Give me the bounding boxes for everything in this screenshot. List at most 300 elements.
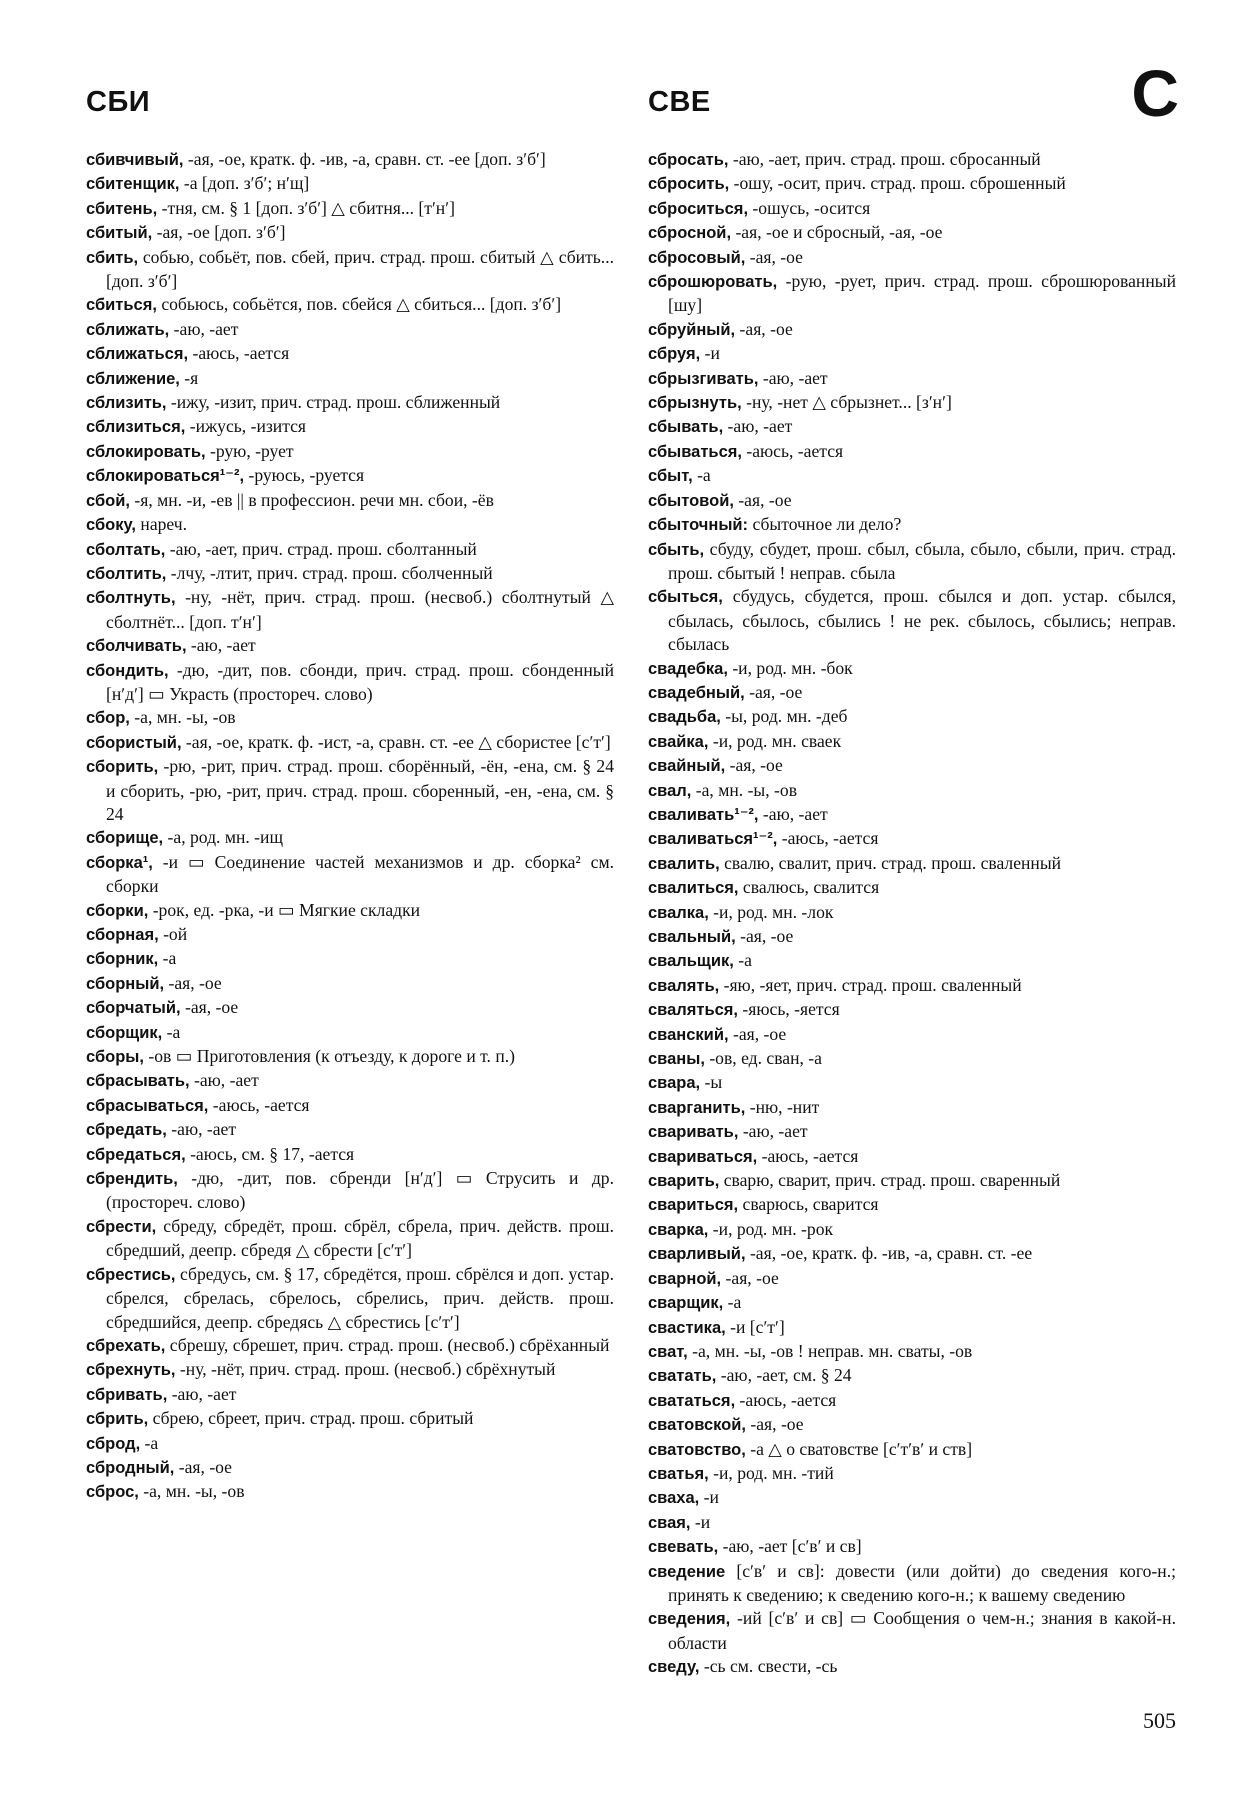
entry-body: -аюсь, см. § 17, -ается [185, 1143, 355, 1164]
entry-body: -дю, -дит, пов. сбренди [нʹдʹ] ▭ Струсить и др. (простореч. слово) [106, 1168, 614, 1213]
dictionary-entry [86, 318, 614, 342]
entry-body: -аю, -ает [738, 1121, 808, 1142]
entry-body: -и, род. мн. -тий [708, 1462, 834, 1483]
headword: сваны, [648, 1050, 705, 1069]
entry-body: -и [сʹтʹ] [725, 1316, 785, 1337]
headword: сборщик, [86, 1023, 163, 1042]
headword: сбрести, [86, 1217, 157, 1236]
dictionary-entry [86, 464, 614, 488]
dictionary-entry [86, 659, 614, 707]
entry-body: -аю, -ает [167, 1383, 237, 1404]
headword: свадебный, [648, 683, 745, 702]
headword: свадебка, [648, 659, 728, 678]
dictionary-entry [648, 464, 1176, 488]
entry-body: свалюсь, свалится [738, 877, 880, 898]
dictionary-entry [648, 440, 1176, 464]
dictionary-entry [648, 1438, 1176, 1462]
entry-body: -аю, -ает [186, 635, 256, 656]
entry-body: -ов ▭ Приготовления (к отъезду, к дороге и т. п.) [143, 1046, 515, 1067]
dictionary-entry [86, 1432, 614, 1456]
dictionary-entry [86, 706, 614, 730]
headword: сблизиться, [86, 418, 186, 437]
dictionary-entry [648, 1193, 1176, 1217]
headword: сбиться, [86, 296, 157, 315]
entry-body: -аюсь, -ается [777, 828, 879, 849]
entry-body: -рю, -рит, прич. страд. прош. сборённый, -ён, -ена, см. § 24 и сборить, -рю, -рит, прич. страд. прош. сборенный, -ен, -ена, см. § 24 [106, 756, 614, 824]
dictionary-entry [648, 925, 1176, 949]
entry-body: -аюсь, -ается [188, 343, 290, 364]
dictionary-entry [648, 318, 1176, 342]
entry-body: -ая, -ое [728, 1023, 787, 1044]
entry-body: -руюсь, -руется [244, 465, 365, 486]
dictionary-entry [648, 998, 1176, 1022]
entry-body: сбрешу, сбрешет, прич. страд. прош. (несвоб.) сбрёханный [165, 1334, 610, 1355]
entry-body: -аю, -ает [723, 416, 793, 437]
dictionary-entry [86, 755, 614, 826]
headword: сбыть, [648, 540, 705, 559]
headword: свастика, [648, 1318, 726, 1337]
entry-body: -аю, -ает [сʹвʹ и св] [718, 1536, 862, 1557]
dictionary-entry [648, 270, 1176, 318]
dictionary-entry [86, 1456, 614, 1480]
headword: сваха, [648, 1489, 700, 1508]
dictionary-entry [86, 367, 614, 391]
entry-body: собьюсь, собьётся, пов. сбейся △ сбиться... [доп. зʹбʹ] [156, 294, 562, 315]
entry-body: -аю, -ает [758, 367, 828, 388]
entry-body: нареч. [136, 514, 188, 535]
headword: сбруйный, [648, 320, 736, 339]
dictionary-entry [648, 513, 1176, 537]
dictionary-entry [648, 949, 1176, 973]
dictionary-entry [648, 705, 1176, 729]
entry-body: [сʹвʹ и св]: довести (или дойти) до сведения кого-н.; принять к сведению; к сведению кого-н.; к вашему сведению [668, 1560, 1176, 1605]
headword: сбористый, [86, 733, 182, 752]
headword: свайка, [648, 732, 709, 751]
dictionary-entry [86, 586, 614, 634]
dictionary-entry [648, 1242, 1176, 1266]
headword: сбивчивый, [86, 151, 184, 169]
entry-body: -а, род. мн. -ищ [163, 827, 284, 848]
dictionary-entry [648, 1389, 1176, 1413]
entry-body: сбредусь, см. § 17, сбредётся, прош. сбрёлся и доп. устар. сбрелся, сбрелась, сбрелось, сбрелись, прич. действ. прош. сбредшийся, деепр. сбредясь △ сбрестись [сʹтʹ] [106, 1263, 614, 1332]
headword: свататься, [648, 1391, 736, 1410]
headword: сват, [648, 1342, 688, 1361]
entry-body: -а [733, 950, 752, 971]
entry-body: сбрею, сбреет, прич. страд. прош. сбритый [148, 1408, 474, 1429]
entry-body: -а [723, 1292, 742, 1313]
dictionary-entry [648, 876, 1176, 900]
headword: сванский, [648, 1025, 729, 1044]
entry-body: -ая, -ое [735, 318, 793, 339]
dictionary-entry [86, 489, 614, 513]
headword: сбросить, [648, 175, 730, 194]
entry-body: -аю, -ает [166, 1119, 237, 1140]
headword: сбитень, [86, 199, 158, 218]
headword: сватовство, [648, 1440, 746, 1459]
dictionary-entry [648, 538, 1176, 586]
headword: сближаться, [86, 345, 189, 364]
headword: сваляться, [648, 1001, 739, 1020]
headword: свальный, [648, 928, 736, 946]
entry-body: -а [162, 1021, 181, 1042]
headword: сбывать, [648, 418, 724, 437]
entry-body: -аюсь, -ается [741, 440, 844, 461]
dictionary-entry [86, 221, 614, 245]
entry-body: -ая, -ое [180, 997, 239, 1018]
headword: свадьба, [648, 708, 721, 727]
headword: сболчивать, [86, 637, 187, 656]
entry-body: -аю, -ает, прич. страд. прош. сболтанный [165, 538, 477, 559]
headword: сбредать, [86, 1121, 167, 1140]
entry-body: -ая, -ое [доп. зʹбʹ] [152, 222, 286, 243]
entry-body: -и, род. мн. -лок [708, 901, 834, 922]
entry-body: -ая, -ое, кратк. ф. -ист, -а, сравн. ст. -ее △ сбористее [сʹтʹ] [181, 731, 611, 752]
entry-body: сбреду, сбредёт, прош. сбрёл, сбрела, прич. действ. прош. сбредший, деепр. сбредя △ сбрести [сʹтʹ] [106, 1215, 614, 1261]
entry-body: -ая, -ое [745, 246, 803, 267]
headword: сборник, [86, 950, 159, 969]
headword: свальщик, [648, 952, 734, 971]
dictionary-entry [648, 1096, 1176, 1120]
entry-body: -и [690, 1511, 711, 1532]
entry-body: -ая, -ое и сбросный, -ая, -ое [731, 222, 943, 243]
entry-body: -ая, -ое [745, 1414, 804, 1435]
headword: сборить, [86, 758, 159, 777]
dictionary-entry [86, 538, 614, 562]
dictionary-entry [86, 1069, 614, 1093]
headword: сбрасывать, [86, 1072, 190, 1091]
headword: свариться, [648, 1196, 739, 1215]
headword: сброситься, [648, 199, 749, 218]
headword: свалять, [648, 976, 720, 995]
headword: сблокировать, [86, 442, 206, 461]
dictionary-entry [86, 342, 614, 366]
headword: сболтнуть, [86, 589, 176, 608]
headword: сборище, [86, 829, 164, 848]
dictionary-entry [648, 1120, 1176, 1144]
dictionary-entry [86, 197, 614, 221]
headword: сведение [648, 1562, 726, 1581]
headword: сблокироваться¹⁻², [86, 467, 245, 486]
headword: свариваться, [648, 1147, 758, 1166]
entry-body: сбуду, сбудет, прош. сбыл, сбыла, сбыло, сбыли, прич. страд. прош. сбытый ! неправ. сбыла [668, 538, 1176, 583]
entry-body: -а [140, 1432, 159, 1453]
headword: сбыт, [648, 467, 693, 486]
headword: свевать, [648, 1538, 719, 1557]
headword: свалка, [648, 903, 709, 922]
entry-body: -аюсь, -ается [757, 1145, 859, 1166]
headword: свара, [648, 1074, 701, 1093]
entry-body: -а [158, 948, 177, 969]
headword: сваливать¹⁻², [648, 805, 759, 824]
entry-body: -аю, -ает [189, 1070, 259, 1091]
dictionary-entry [86, 947, 614, 971]
dictionary-entry [86, 996, 614, 1020]
dictionary-entry [86, 1334, 614, 1358]
entry-body: -и, род. мн. -рок [708, 1218, 834, 1239]
entry-body: -дю, -дит, пов. сбонди, прич. страд. прош. сбонденный [нʹдʹ] ▭ Украсть (простореч. слово) [106, 659, 614, 704]
dictionary-entry [648, 489, 1176, 513]
dictionary-entry [86, 391, 614, 415]
entry-body: -аюсь, -ается [208, 1094, 310, 1115]
dictionary-entry [86, 415, 614, 439]
dictionary-entry [648, 585, 1176, 656]
dictionary-entry [648, 1413, 1176, 1437]
entry-body: -а, мн. -ы, -ов [691, 779, 798, 800]
headword: сбытовой, [648, 491, 734, 510]
headword: сварной, [648, 1269, 722, 1288]
entry-body: -а △ о сватовстве [сʹтʹвʹ и ств] [745, 1438, 973, 1459]
dictionary-entry [86, 923, 614, 947]
dictionary-entry [648, 1291, 1176, 1315]
dictionary-entry [648, 172, 1176, 196]
entry-body: -ая, -ое [744, 681, 803, 702]
dictionary-entry [648, 1655, 1176, 1679]
dictionary-entry [648, 415, 1176, 439]
dictionary-entry [86, 148, 614, 172]
entry-body: -я, мн. -и, -ев || в профессион. речи мн. сбои, -ёв [129, 489, 494, 510]
entry-body: -а [692, 465, 711, 486]
dictionary-entry [648, 1340, 1176, 1364]
dictionary-entry [86, 1407, 614, 1431]
dictionary-entry [648, 1071, 1176, 1095]
dictionary-entry [86, 293, 614, 317]
headword: сборчатый, [86, 999, 181, 1018]
entry-body: -рую, -рует, прич. страд. прош. сброшюрованный [шу] [668, 271, 1176, 316]
dictionary-entry [648, 754, 1176, 778]
headword: сваривать, [648, 1123, 739, 1142]
entry-body: сбыточное ли дело? [748, 514, 902, 535]
dictionary-entry [648, 803, 1176, 827]
headword: сближение, [86, 369, 180, 388]
dictionary-entry [86, 634, 614, 658]
dictionary-entry [648, 367, 1176, 391]
headword: сварганить, [648, 1098, 746, 1117]
dictionary-entry [648, 974, 1176, 998]
dictionary-entry [86, 1383, 614, 1407]
entry-body: -аюсь, -ается [735, 1389, 837, 1410]
dictionary-entry [648, 342, 1176, 366]
entry-body: -сь см. свести, -сь [699, 1656, 838, 1677]
entry-body: -лчу, -лтит, прич. страд. прош. сболченный [166, 562, 493, 583]
headword: сбываться, [648, 442, 742, 461]
dictionary-entry [648, 148, 1176, 172]
dictionary-entry [648, 1486, 1176, 1510]
entry-body: -я [179, 367, 199, 388]
dictionary-entry [86, 1480, 614, 1504]
entry-body: сварюсь, сварится [738, 1194, 879, 1215]
headword: свая, [648, 1513, 691, 1532]
entry-body: -ой [158, 924, 188, 944]
dictionary-entry [648, 246, 1176, 270]
headword: сбрасываться, [86, 1096, 209, 1115]
headword: сброшюровать, [648, 273, 778, 292]
headword: сборки, [86, 901, 149, 920]
entry-body: -ая, -ое, кратк. ф. -ив, -а, сравн. ст. -ее [доп. зʹбʹ] [183, 149, 546, 169]
dictionary-entry [648, 901, 1176, 925]
entry-body: -и, род. мн. -бок [727, 657, 853, 678]
dictionary-entry [648, 1316, 1176, 1340]
headword: сваливаться¹⁻², [648, 830, 778, 849]
entry-body: свалю, свалит, прич. страд. прош. сваленный [719, 852, 1062, 873]
entry-body: -ая, -ое [725, 755, 783, 776]
headword: сбрехнуть, [86, 1361, 176, 1380]
dictionary-entry [648, 197, 1176, 221]
dictionary-entry [648, 1535, 1176, 1559]
dictionary-entry [86, 972, 614, 996]
dictionary-entry [648, 1145, 1176, 1169]
dictionary-entry [648, 1023, 1176, 1047]
dictionary-entry [86, 246, 614, 294]
dictionary-entry [648, 779, 1176, 803]
headword: сброс, [86, 1483, 139, 1502]
left-guide-word: СБИ [86, 86, 151, 118]
dictionary-entry [648, 1364, 1176, 1388]
entry-body: -ну, -нёт, прич. страд. прош. (несвоб.) сбрёхнутый [175, 1359, 556, 1380]
headword: сварщик, [648, 1294, 724, 1313]
headword: сбрехать, [86, 1336, 166, 1355]
entry-body: -аю, -ает, см. § 24 [716, 1365, 852, 1386]
headword: сбыться, [648, 588, 723, 607]
headword: сбруя, [648, 345, 701, 364]
headword: сбросовый, [648, 248, 746, 267]
headword: сватья, [648, 1464, 709, 1483]
entry-body: -ижусь, -изится [185, 416, 307, 437]
entry-body: -а, мн. -ы, -ов ! неправ. мн. сваты, -ов [687, 1340, 973, 1361]
headword: сбривать, [86, 1385, 168, 1404]
headword: свалиться, [648, 879, 739, 898]
entry-body: сбудусь, сбудется, прош. сбылся и доп. устар. сбылся, сбылась, сбылось, сбылись ! не рек. сбылось, сбылись; неправ. сбылась [668, 586, 1176, 655]
headword: сватовской, [648, 1416, 746, 1435]
headword: сведения, [648, 1610, 731, 1629]
dictionary-entry [86, 562, 614, 586]
headword: сватать, [648, 1367, 717, 1386]
headword: сбрызнуть, [648, 394, 742, 413]
headword: сбрить, [86, 1410, 149, 1429]
dictionary-entry [86, 172, 614, 196]
headword: сборка¹, [86, 853, 153, 872]
section-letter: С [1131, 56, 1179, 130]
entry-body: -ну, -нет △ сбрызнет... [зʹнʹ] [741, 392, 952, 413]
dictionary-entry [86, 513, 614, 537]
dictionary-entry [648, 827, 1176, 851]
entry-body: -ошусь, -осится [748, 197, 871, 218]
headword: сбоку, [86, 516, 137, 535]
entry-body: -и [699, 1487, 719, 1508]
headword: свалить, [648, 854, 720, 873]
dictionary-entry [648, 221, 1176, 245]
headword: сборы, [86, 1048, 144, 1067]
dictionary-entry [86, 1118, 614, 1142]
entry-body: -ню, -нит [745, 1096, 820, 1117]
dictionary-entry [648, 657, 1176, 681]
entry-body: -и [700, 343, 720, 364]
entry-body: -ая, -ое [733, 489, 792, 510]
dictionary-entry [648, 1607, 1176, 1655]
headword: сбор, [86, 709, 130, 728]
entry-body: -аю, -ает, прич. страд. прош. сбросанный [728, 149, 1041, 169]
dictionary-entry [648, 391, 1176, 415]
headword: сбрызгивать, [648, 369, 759, 388]
dictionary-entry [648, 1560, 1176, 1608]
headword: сбондить, [86, 661, 169, 680]
right-column [648, 148, 1176, 1680]
headword: сборная, [86, 926, 159, 944]
headword: сбить, [86, 248, 139, 267]
entry-body: собью, собьёт, пов. сбей, прич. страд. прош. сбитый △ сбить... [доп. зʹбʹ] [106, 246, 614, 292]
entry-body: -аю, -ает [758, 803, 828, 824]
dictionary-entry [86, 1167, 614, 1215]
dictionary-entry [648, 730, 1176, 754]
dictionary-entry [86, 440, 614, 464]
entry-body: -и ▭ Соединение частей механизмов и др. сборка² см. сборки [106, 851, 614, 897]
entry-body: -ну, -нёт, прич. страд. прош. (несвоб.) сболтнутый △ сболтнёт... [доп. тʹнʹ] [106, 587, 614, 632]
dictionary-entry [648, 1047, 1176, 1071]
headword: сбитенщик, [86, 175, 180, 194]
headword: сбрендить, [86, 1170, 178, 1189]
dictionary-entry [648, 1267, 1176, 1291]
entry-body: -а [доп. зʹбʹ; нʹщ] [179, 173, 310, 194]
headword: сварливый, [648, 1245, 746, 1264]
entry-body: -аю, -ает [169, 318, 239, 339]
headword: свайный, [648, 757, 726, 776]
headword: сбрестись, [86, 1265, 176, 1284]
dictionary-entry [86, 899, 614, 923]
entry-body: -ошу, -осит, прич. страд. прош. сброшенный [729, 173, 1066, 194]
headword: сборный, [86, 974, 165, 993]
dictionary-entry [86, 1045, 614, 1069]
entry-body: -яю, -яет, прич. страд. прош. сваленный [719, 974, 1022, 995]
headword: сбросной, [648, 224, 732, 243]
dictionary-entry [86, 851, 614, 899]
entry-body: -а, мн. -ы, -ов [138, 1481, 245, 1502]
headword: сбредаться, [86, 1145, 186, 1164]
dictionary-entry [86, 1094, 614, 1118]
headword: сварить, [648, 1172, 720, 1191]
dictionary-entry [648, 1511, 1176, 1535]
entry-body: сварю, сварит, прич. страд. прош. сваренный [719, 1170, 1061, 1191]
dictionary-entry [648, 681, 1176, 705]
dictionary-entry [648, 852, 1176, 876]
headword: сбросать, [648, 151, 729, 169]
entry-body: -рок, ед. -рка, -и ▭ Мягкие складки [148, 899, 421, 920]
left-column [86, 148, 614, 1505]
headword: сбой, [86, 491, 130, 510]
page-number: 505 [1143, 1708, 1176, 1733]
dictionary-entry [648, 1169, 1176, 1193]
headword: сбыточный: [648, 516, 749, 535]
entry-body: -а, мн. -ы, -ов [129, 707, 236, 728]
headword: сбитый, [86, 224, 153, 243]
entry-body: -ов, ед. сван, -а [704, 1048, 822, 1069]
headword: сболтить, [86, 564, 167, 583]
dictionary-entry [648, 1218, 1176, 1242]
entry-body: -ая, -ое [735, 926, 794, 946]
entry-body: -ы [700, 1072, 723, 1093]
entry-body: -ая, -ое [721, 1267, 779, 1288]
entry-body: -ая, -ое, кратк. ф. -ив, -а, сравн. ст. -ее [745, 1243, 1033, 1264]
headword: свал, [648, 781, 692, 800]
entry-body: -рую, -рует [205, 440, 294, 461]
dictionary-entry [86, 1263, 614, 1334]
dictionary-entry [86, 1021, 614, 1045]
entry-body: -ы, род. мн. -деб [720, 706, 848, 727]
dictionary-entry [86, 1358, 614, 1382]
dictionary-entry [86, 731, 614, 755]
entry-body: -ая, -ое [174, 1456, 232, 1477]
entry-body: -тня, см. § 1 [доп. зʹбʹ] △ сбитня... [тʹнʹ] [157, 197, 455, 218]
entry-body: -ая, -ое [164, 972, 222, 993]
headword: сброд, [86, 1434, 141, 1453]
